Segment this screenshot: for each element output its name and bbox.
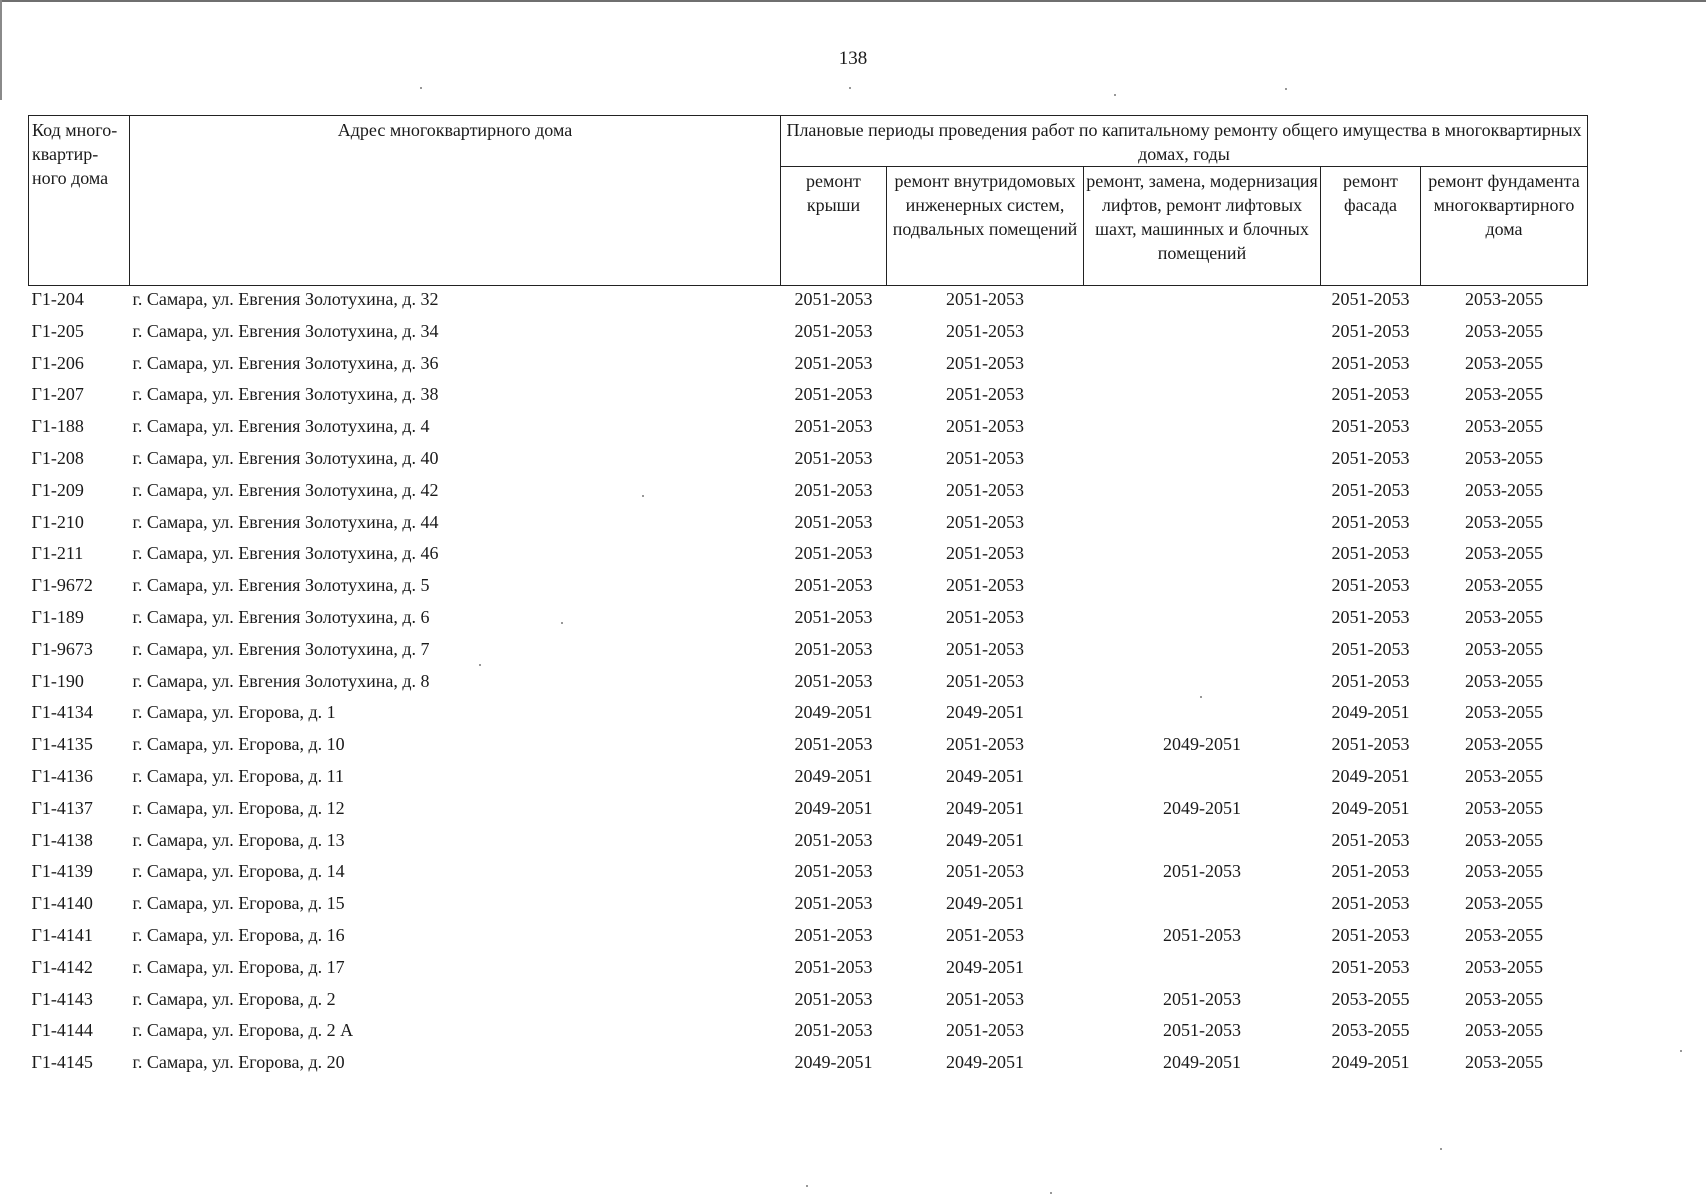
cell-foundation: 2053-2055 xyxy=(1465,893,1543,914)
cell-engineering: 2049-2051 xyxy=(946,797,1024,818)
header-facade: ремонт фасада xyxy=(1321,167,1421,286)
table-row xyxy=(29,381,1588,413)
cell-engineering: 2051-2053 xyxy=(946,861,1024,882)
repair-schedule-table xyxy=(28,115,1588,1081)
cell-address: г. Самара, ул. Егорова, д. 1 xyxy=(132,702,336,723)
table-row xyxy=(29,1017,1588,1049)
cell-lifts xyxy=(1084,572,1321,604)
cell-engineering: 2049-2051 xyxy=(946,1052,1024,1073)
cell-roof: 2051-2053 xyxy=(794,829,873,850)
cell-foundation: 2053-2055 xyxy=(1465,670,1543,691)
cell-lifts xyxy=(1084,509,1321,541)
table-row xyxy=(29,445,1588,477)
cell-engineering: 2051-2053 xyxy=(946,479,1024,500)
cell-code: Г1-208 xyxy=(31,447,84,468)
cell-foundation: 2053-2055 xyxy=(1465,861,1543,882)
cell-roof: 2051-2053 xyxy=(794,956,873,977)
cell-roof: 2051-2053 xyxy=(794,861,873,882)
cell-foundation: 2053-2055 xyxy=(1465,289,1543,309)
cell-roof: 2051-2053 xyxy=(794,1020,873,1041)
header-lifts: ремонт, замена, модернизация лифтов, ремонт лифтовых шахт, машинных и блочных помещений xyxy=(1084,167,1321,286)
cell-code: Г1-4135 xyxy=(31,734,93,755)
cell-address: г. Самара, ул. Егорова, д. 11 xyxy=(132,765,344,786)
cell-lifts: 2051-2053 xyxy=(1163,861,1241,882)
cell-address: г. Самара, ул. Егорова, д. 14 xyxy=(132,861,345,882)
cell-address: г. Самара, ул. Егорова, д. 17 xyxy=(132,956,345,977)
cell-address: г. Самара, ул. Евгения Золотухина, д. 46 xyxy=(132,543,439,564)
cell-address: г. Самара, ул. Евгения Золотухина, д. 5 xyxy=(132,575,430,596)
cell-code: Г1-4137 xyxy=(31,797,93,818)
cell-facade: 2049-2051 xyxy=(1331,1052,1410,1073)
table-row xyxy=(29,922,1588,954)
cell-foundation: 2053-2055 xyxy=(1465,988,1543,1009)
table-row xyxy=(29,763,1588,795)
cell-roof: 2051-2053 xyxy=(794,447,873,468)
scan-speck xyxy=(561,622,563,624)
cell-facade: 2051-2053 xyxy=(1331,511,1410,532)
cell-facade: 2051-2053 xyxy=(1331,829,1410,850)
scan-speck xyxy=(1200,696,1202,698)
cell-roof: 2051-2053 xyxy=(794,384,873,405)
cell-engineering: 2051-2053 xyxy=(946,575,1024,596)
header-code: Код много-квартир-ного дома xyxy=(29,116,130,286)
cell-lifts xyxy=(1084,763,1321,795)
cell-roof: 2051-2053 xyxy=(794,511,873,532)
cell-code: Г1-188 xyxy=(31,416,84,437)
cell-address: г. Самара, ул. Евгения Золотухина, д. 4 xyxy=(132,416,430,437)
scan-speck xyxy=(479,664,481,666)
cell-facade: 2049-2051 xyxy=(1331,702,1410,723)
table-row xyxy=(29,827,1588,859)
cell-address: г. Самара, ул. Евгения Золотухина, д. 32 xyxy=(132,289,439,309)
cell-lifts: 2051-2053 xyxy=(1163,1020,1241,1041)
cell-code: Г1-206 xyxy=(31,352,84,373)
cell-facade: 2053-2055 xyxy=(1331,1020,1410,1041)
cell-facade: 2051-2053 xyxy=(1331,670,1410,691)
cell-address: г. Самара, ул. Егорова, д. 16 xyxy=(132,924,345,945)
cell-lifts xyxy=(1084,668,1321,700)
table-row xyxy=(29,1049,1588,1081)
cell-foundation: 2053-2055 xyxy=(1465,416,1543,437)
table-row xyxy=(29,604,1588,636)
cell-facade: 2051-2053 xyxy=(1331,289,1410,309)
cell-address: г. Самара, ул. Егорова, д. 2 А xyxy=(132,1020,354,1041)
cell-engineering: 2051-2053 xyxy=(946,988,1024,1009)
cell-foundation: 2053-2055 xyxy=(1465,1052,1543,1073)
cell-code: Г1-9672 xyxy=(31,575,93,596)
scan-speck xyxy=(1680,1050,1682,1052)
cell-engineering: 2049-2051 xyxy=(946,893,1024,914)
cell-foundation: 2053-2055 xyxy=(1465,543,1543,564)
cell-engineering: 2049-2051 xyxy=(946,956,1024,977)
cell-roof: 2049-2051 xyxy=(794,1052,873,1073)
cell-roof: 2049-2051 xyxy=(794,702,873,723)
cell-foundation: 2053-2055 xyxy=(1465,320,1543,341)
cell-lifts xyxy=(1084,827,1321,859)
table-row xyxy=(29,636,1588,668)
cell-address: г. Самара, ул. Евгения Золотухина, д. 34 xyxy=(132,320,439,341)
cell-facade: 2051-2053 xyxy=(1331,543,1410,564)
cell-lifts: 2051-2053 xyxy=(1163,924,1241,945)
cell-lifts: 2049-2051 xyxy=(1163,797,1241,818)
scan-edge-top xyxy=(0,0,1706,2)
cell-engineering: 2051-2053 xyxy=(946,289,1024,309)
cell-facade: 2051-2053 xyxy=(1331,320,1410,341)
cell-roof: 2051-2053 xyxy=(794,924,873,945)
cell-lifts xyxy=(1084,381,1321,413)
cell-engineering: 2049-2051 xyxy=(946,829,1024,850)
cell-address: г. Самара, ул. Егорова, д. 10 xyxy=(132,734,345,755)
table-row xyxy=(29,318,1588,350)
cell-code: Г1-4143 xyxy=(31,988,93,1009)
header-address: Адрес многоквартирного дома xyxy=(130,116,781,286)
scan-speck xyxy=(1114,94,1116,96)
cell-lifts xyxy=(1084,890,1321,922)
cell-facade: 2051-2053 xyxy=(1331,479,1410,500)
table-row xyxy=(29,350,1588,382)
cell-foundation: 2053-2055 xyxy=(1465,797,1543,818)
table-row xyxy=(29,477,1588,509)
cell-address: г. Самара, ул. Егорова, д. 15 xyxy=(132,893,345,914)
cell-lifts xyxy=(1084,540,1321,572)
table-row xyxy=(29,858,1588,890)
cell-lifts xyxy=(1084,350,1321,382)
cell-address: г. Самара, ул. Евгения Золотухина, д. 38 xyxy=(132,384,439,405)
cell-address: г. Самара, ул. Евгения Золотухина, д. 8 xyxy=(132,670,430,691)
cell-address: г. Самара, ул. Евгения Золотухина, д. 7 xyxy=(132,638,430,659)
cell-foundation: 2053-2055 xyxy=(1465,924,1543,945)
cell-roof: 2051-2053 xyxy=(794,893,873,914)
cell-code: Г1-211 xyxy=(31,543,84,564)
table-row xyxy=(29,731,1588,763)
cell-code: Г1-209 xyxy=(31,479,84,500)
cell-facade: 2051-2053 xyxy=(1331,384,1410,405)
cell-code: Г1-205 xyxy=(31,320,84,341)
header-roof: ремонт крыши xyxy=(781,167,887,286)
cell-lifts xyxy=(1084,477,1321,509)
cell-facade: 2051-2053 xyxy=(1331,416,1410,437)
table-row xyxy=(29,699,1588,731)
cell-code: Г1-4138 xyxy=(31,829,93,850)
cell-engineering: 2051-2053 xyxy=(946,670,1024,691)
cell-code: Г1-207 xyxy=(31,384,84,405)
cell-roof: 2051-2053 xyxy=(794,543,873,564)
cell-engineering: 2051-2053 xyxy=(946,416,1024,437)
cell-address: г. Самара, ул. Евгения Золотухина, д. 42 xyxy=(132,479,439,500)
cell-code: Г1-4139 xyxy=(31,861,93,882)
cell-foundation: 2053-2055 xyxy=(1465,511,1543,532)
cell-engineering: 2049-2051 xyxy=(946,702,1024,723)
cell-roof: 2049-2051 xyxy=(794,765,873,786)
cell-address: г. Самара, ул. Егорова, д. 13 xyxy=(132,829,345,850)
cell-code: Г1-210 xyxy=(31,511,84,532)
cell-code: Г1-204 xyxy=(31,289,84,309)
cell-address: г. Самара, ул. Евгения Золотухина, д. 36 xyxy=(132,352,439,373)
cell-foundation: 2053-2055 xyxy=(1465,447,1543,468)
table-row xyxy=(29,540,1588,572)
table-row xyxy=(29,954,1588,986)
cell-lifts xyxy=(1084,636,1321,668)
cell-foundation: 2053-2055 xyxy=(1465,702,1543,723)
cell-facade: 2051-2053 xyxy=(1331,861,1410,882)
cell-code: Г1-4144 xyxy=(31,1020,93,1041)
cell-foundation: 2053-2055 xyxy=(1465,734,1543,755)
cell-engineering: 2051-2053 xyxy=(946,606,1024,627)
cell-engineering: 2051-2053 xyxy=(946,1020,1024,1041)
cell-facade: 2049-2051 xyxy=(1331,797,1410,818)
cell-address: г. Самара, ул. Егорова, д. 12 xyxy=(132,797,345,818)
cell-roof: 2049-2051 xyxy=(794,797,873,818)
table-header xyxy=(29,116,1588,286)
cell-address: г. Самара, ул. Евгения Золотухина, д. 6 xyxy=(132,606,430,627)
cell-code: Г1-4142 xyxy=(31,956,93,977)
cell-code: Г1-4140 xyxy=(31,893,93,914)
cell-lifts xyxy=(1084,699,1321,731)
cell-facade: 2051-2053 xyxy=(1331,575,1410,596)
cell-foundation: 2053-2055 xyxy=(1465,606,1543,627)
table-row xyxy=(29,668,1588,700)
cell-facade: 2051-2053 xyxy=(1331,638,1410,659)
cell-foundation: 2053-2055 xyxy=(1465,575,1543,596)
cell-engineering: 2051-2053 xyxy=(946,638,1024,659)
cell-roof: 2051-2053 xyxy=(794,575,873,596)
cell-code: Г1-189 xyxy=(31,606,84,627)
cell-code: Г1-4136 xyxy=(31,765,93,786)
cell-facade: 2051-2053 xyxy=(1331,352,1410,373)
cell-lifts xyxy=(1084,445,1321,477)
scan-speck xyxy=(806,1185,808,1187)
cell-facade: 2051-2053 xyxy=(1331,924,1410,945)
cell-lifts xyxy=(1084,318,1321,350)
cell-address: г. Самара, ул. Егорова, д. 20 xyxy=(132,1052,345,1073)
cell-code: Г1-190 xyxy=(31,670,84,691)
cell-roof: 2051-2053 xyxy=(794,289,873,309)
cell-foundation: 2053-2055 xyxy=(1465,479,1543,500)
cell-roof: 2051-2053 xyxy=(794,734,873,755)
table-body xyxy=(29,286,1588,1081)
table-row xyxy=(29,795,1588,827)
table-row xyxy=(29,286,1588,318)
cell-engineering: 2051-2053 xyxy=(946,352,1024,373)
cell-roof: 2051-2053 xyxy=(794,416,873,437)
cell-facade: 2051-2053 xyxy=(1331,956,1410,977)
cell-code: Г1-4134 xyxy=(31,702,93,723)
cell-facade: 2053-2055 xyxy=(1331,988,1410,1009)
cell-facade: 2049-2051 xyxy=(1331,765,1410,786)
table-row xyxy=(29,890,1588,922)
header-engineering: ремонт внутридомовых инженерных систем, подвальных помещений xyxy=(887,167,1084,286)
scan-speck xyxy=(1285,88,1287,90)
cell-engineering: 2051-2053 xyxy=(946,924,1024,945)
table-row xyxy=(29,413,1588,445)
cell-address: г. Самара, ул. Егорова, д. 2 xyxy=(132,988,336,1009)
cell-lifts: 2049-2051 xyxy=(1163,1052,1241,1073)
table-row xyxy=(29,572,1588,604)
cell-engineering: 2051-2053 xyxy=(946,511,1024,532)
header-periods-group: Плановые периоды проведения работ по капитальному ремонту общего имущества в многоквартирных домах, годы xyxy=(781,116,1588,167)
cell-code: Г1-4145 xyxy=(31,1052,93,1073)
cell-address: г. Самара, ул. Евгения Золотухина, д. 44 xyxy=(132,511,439,532)
cell-roof: 2051-2053 xyxy=(794,988,873,1009)
scan-speck xyxy=(849,87,851,89)
cell-engineering: 2051-2053 xyxy=(946,320,1024,341)
scan-speck xyxy=(1050,1192,1052,1194)
cell-facade: 2051-2053 xyxy=(1331,447,1410,468)
cell-foundation: 2053-2055 xyxy=(1465,956,1543,977)
cell-foundation: 2053-2055 xyxy=(1465,352,1543,373)
header-foundation: ремонт фундамента многоквартирного дома xyxy=(1421,167,1588,286)
scan-speck xyxy=(1440,1148,1442,1150)
cell-lifts xyxy=(1084,604,1321,636)
cell-roof: 2051-2053 xyxy=(794,479,873,500)
cell-lifts xyxy=(1084,413,1321,445)
cell-roof: 2051-2053 xyxy=(794,606,873,627)
cell-code: Г1-9673 xyxy=(31,638,93,659)
cell-foundation: 2053-2055 xyxy=(1465,638,1543,659)
cell-facade: 2051-2053 xyxy=(1331,734,1410,755)
cell-roof: 2051-2053 xyxy=(794,638,873,659)
cell-roof: 2051-2053 xyxy=(794,352,873,373)
cell-foundation: 2053-2055 xyxy=(1465,829,1543,850)
cell-foundation: 2053-2055 xyxy=(1465,1020,1543,1041)
scan-speck xyxy=(642,495,644,497)
cell-engineering: 2049-2051 xyxy=(946,765,1024,786)
cell-engineering: 2051-2053 xyxy=(946,543,1024,564)
cell-address: г. Самара, ул. Евгения Золотухина, д. 40 xyxy=(132,447,439,468)
cell-engineering: 2051-2053 xyxy=(946,734,1024,755)
table-row xyxy=(29,986,1588,1018)
cell-foundation: 2053-2055 xyxy=(1465,765,1543,786)
page-number: 138 xyxy=(838,48,868,69)
cell-roof: 2051-2053 xyxy=(794,670,873,691)
cell-lifts: 2049-2051 xyxy=(1163,734,1241,755)
cell-lifts xyxy=(1084,954,1321,986)
cell-engineering: 2051-2053 xyxy=(946,384,1024,405)
cell-foundation: 2053-2055 xyxy=(1465,384,1543,405)
cell-roof: 2051-2053 xyxy=(794,320,873,341)
cell-lifts: 2051-2053 xyxy=(1163,988,1241,1009)
cell-lifts xyxy=(1084,286,1321,318)
table-row xyxy=(29,509,1588,541)
cell-engineering: 2051-2053 xyxy=(946,447,1024,468)
cell-facade: 2051-2053 xyxy=(1331,893,1410,914)
cell-code: Г1-4141 xyxy=(31,924,93,945)
scan-speck xyxy=(420,87,422,89)
cell-facade: 2051-2053 xyxy=(1331,606,1410,627)
